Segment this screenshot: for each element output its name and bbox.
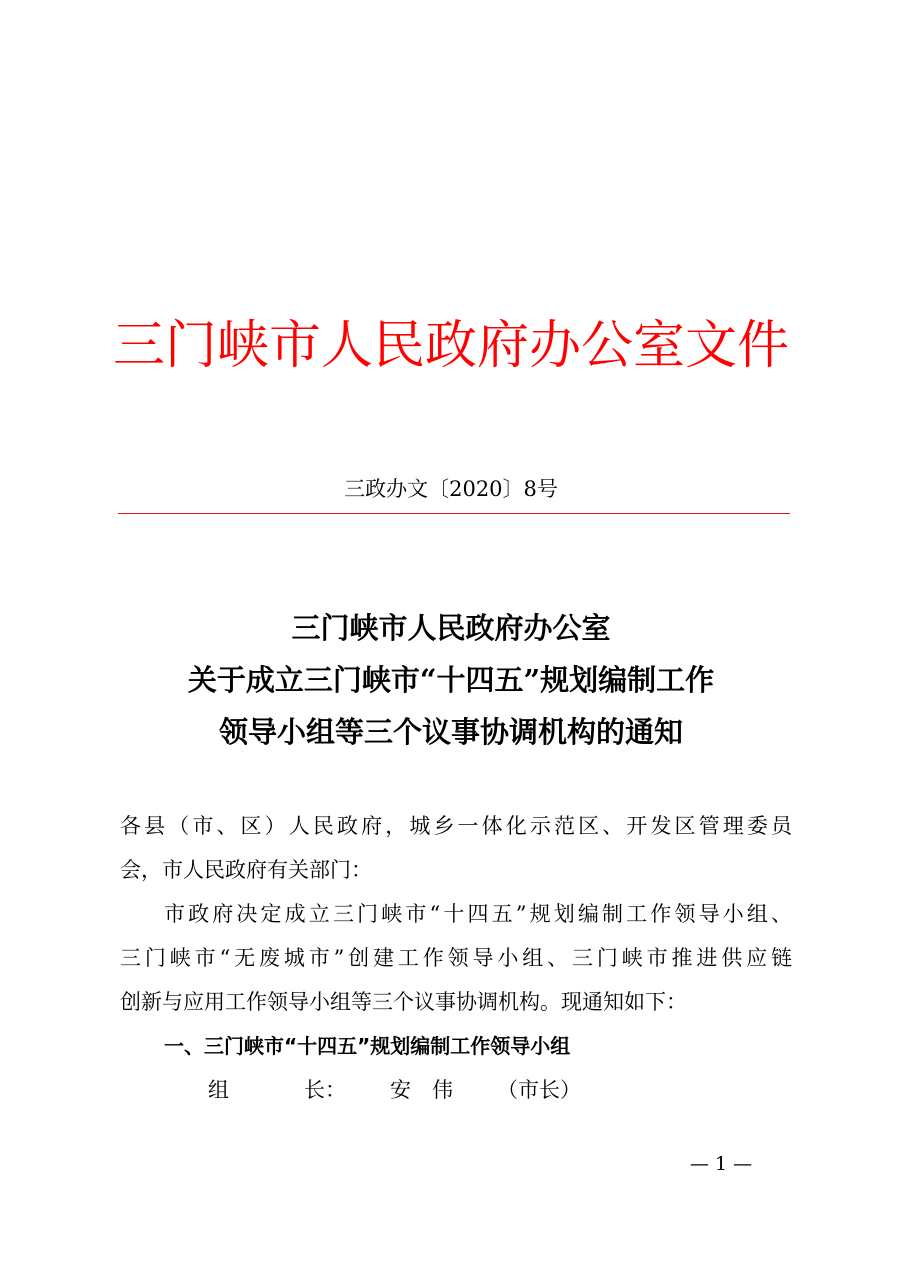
title-line-2: 关于成立三门峡市“十四五”规划编制工作 — [187, 663, 715, 697]
leader-position: （市长） — [497, 1078, 581, 1102]
title-line-1: 三门峡市人民政府办公室 — [291, 611, 611, 645]
section-1-heading: 一、三门峡市“十四五”规划编制工作领导小组 — [164, 1034, 571, 1058]
title-line-3: 领导小组等三个议事协调机构的通知 — [218, 715, 683, 749]
paragraph-1-line-1: 市政府决定成立三门峡市“十四五”规划编制工作领导小组、 — [164, 902, 792, 926]
page-number: — 1 — — [690, 1153, 753, 1175]
paragraph-1-line-2: 三门峡市“无废城市”创建工作领导小组、三门峡市推进供应链 — [120, 946, 792, 970]
document-number: 三政办文〔2020〕8号 — [344, 477, 558, 501]
leader-name: 安 伟 — [390, 1078, 453, 1102]
role-label-part-2: 长： — [304, 1078, 346, 1102]
addressee-line-2: 会，市人民政府有关部门： — [120, 858, 372, 882]
document-title — [0, 602, 902, 758]
paragraph-1-line-3: 创新与应用工作领导小组等三个议事协调机构。现通知如下： — [120, 990, 687, 1014]
leader-line — [120, 1068, 792, 1112]
document-body — [120, 804, 792, 1112]
addressee-line-1: 各县（市、区）人民政府，城乡一体化示范区、开发区管理委员 — [120, 814, 792, 838]
role-label-part-1: 组 — [208, 1078, 229, 1102]
red-divider — [118, 513, 790, 514]
masthead-title: 三门峡市人民政府办公室文件 — [112, 316, 789, 376]
